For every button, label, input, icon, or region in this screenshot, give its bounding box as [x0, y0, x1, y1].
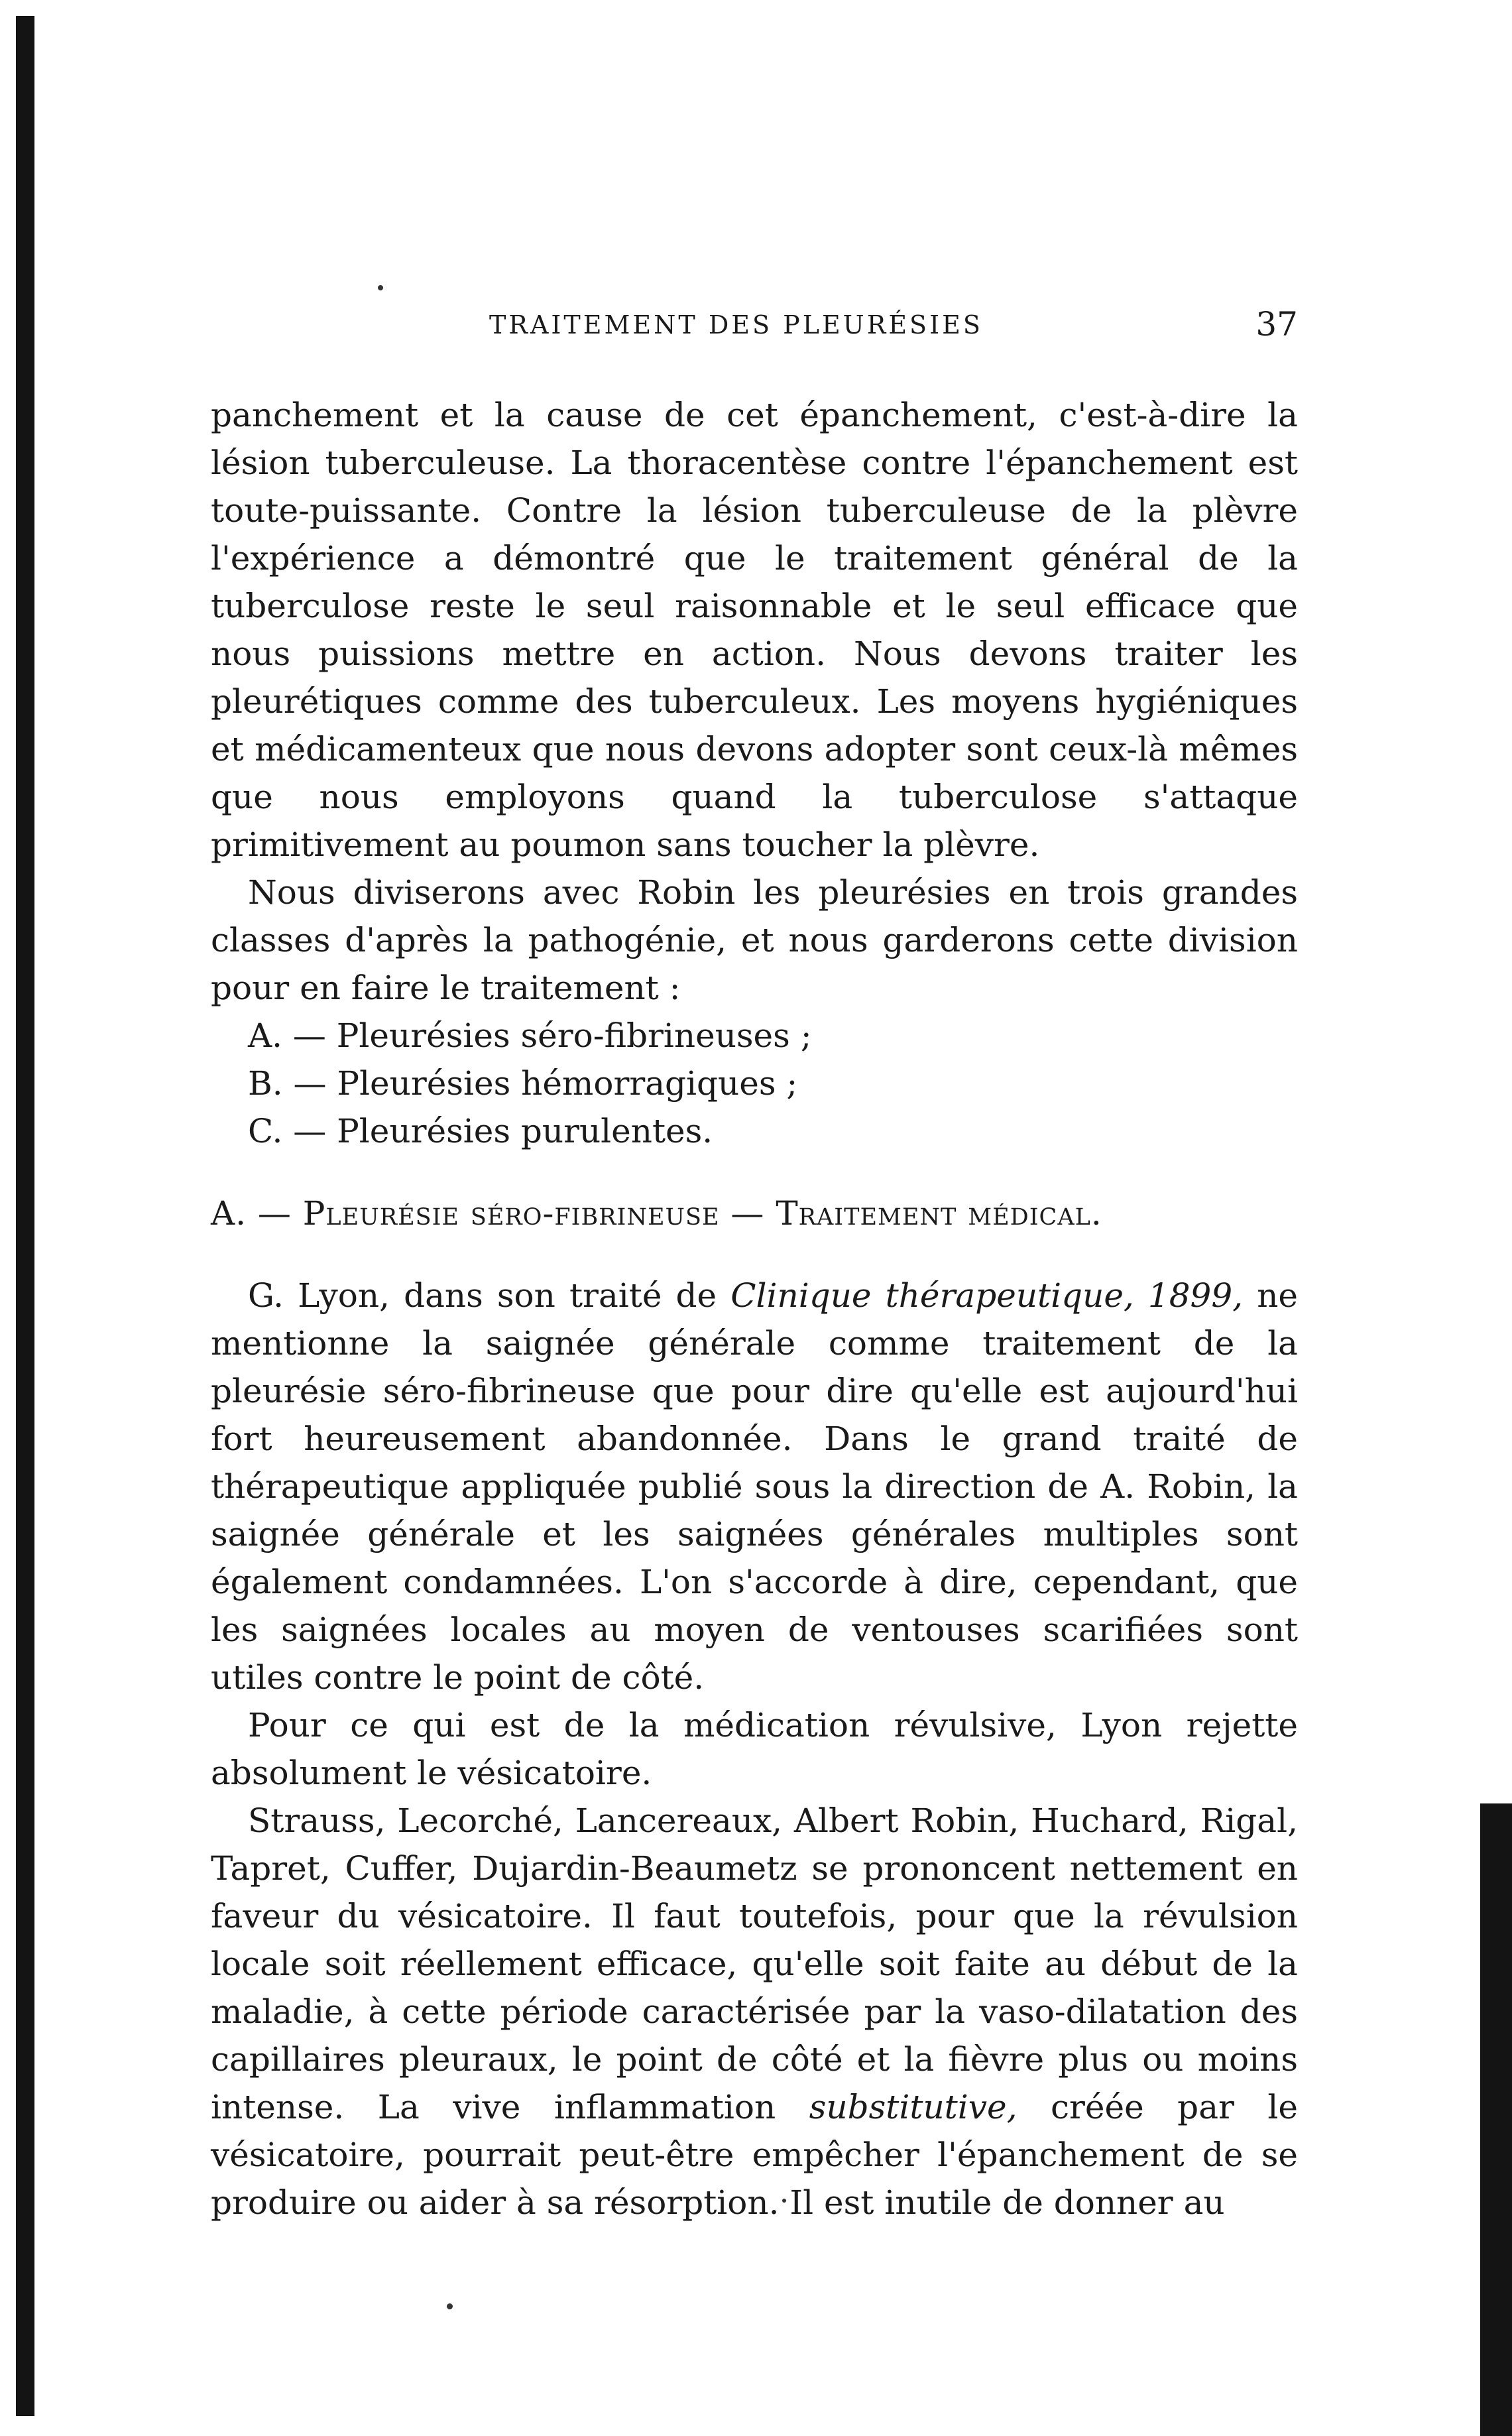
scan-speck	[447, 2303, 453, 2309]
paragraph-revulsive: Pour ce qui est de la médication révulsive, Lyon rejette absolument le vésicatoire.	[211, 1706, 1298, 1792]
section-heading: A. — Pleurésie séro-fibrineuse — Traitement médical.	[211, 1194, 1102, 1233]
scan-binding-edge-right	[1480, 1803, 1512, 2436]
book-page	[211, 305, 1298, 2226]
paragraph-vesicatoire	[211, 1797, 1298, 2226]
emphasis-text: substitutive,	[809, 2088, 1018, 2126]
paragraph-text: créée par le vésicatoire, pourrait peut-être empêcher l'épanchement de se produire ou aider à sa résorption. Il est inutile de donner au	[211, 2088, 1298, 2222]
list-item: C. — Pleurésies purulentes.	[248, 1112, 713, 1150]
body-text	[211, 391, 1298, 2226]
running-header	[211, 305, 1298, 351]
paragraph-continuation: panchement et la cause de cet épanchement, c'est-à-dire la lésion tuberculeuse. La thoracentèse contre l'épanchement est toute-puissante. Contre la lésion tuberculeuse de la plèvre l'expérience a démontré que le traitement général de la tuberculose reste le seul raisonnable et le seul efficace que nous puissions mettre en action. Nous devons traiter les pleurétiques comme des tuberculeux. Les moyens hygiéniques et médicamenteux que nous devons adopter sont ceux-là mêmes que nous employons quand la tuberculose s'attaque primitivement au poumon sans toucher la plèvre.	[211, 396, 1298, 864]
paragraph-classification: Nous diviserons avec Robin les pleurésies en trois grandes classes d'après la pathogénie, et nous garderons cette division pour en faire le traitement :	[211, 873, 1298, 1007]
book-title: Clinique thérapeutique, 1899,	[730, 1276, 1244, 1315]
paragraph-text: ne mentionne la saignée générale comme traitement de la pleurésie séro-fibrineuse que pour dire qu'elle est aujourd'hui fort heureusement abandonnée. Dans le grand traité de thérapeutique appliquée publié sous la direction de A. Robin, la saignée générale et les saignées générales multiples sont également condamnées. L'on s'accorde à dire, cependant, que les saignées locales au moyen de ventouses scarifiées sont utiles contre le point de côté.	[211, 1276, 1298, 1697]
running-title: TRAITEMENT DES PLEURÉSIES	[489, 310, 983, 339]
paragraph-text: G. Lyon, dans son traité de	[248, 1276, 731, 1315]
paragraph-lyon	[211, 1272, 1298, 1701]
pleurisy-classes-list	[211, 1012, 1298, 1155]
scan-speck	[378, 285, 383, 290]
list-item: B. — Pleurésies hémorragiques ;	[248, 1064, 798, 1103]
page-number: 37	[1255, 305, 1298, 343]
list-item: A. — Pleurésies séro-fibrineuses ;	[248, 1016, 812, 1055]
paragraph-text: Strauss, Lecorché, Lancereaux, Albert Robin, Huchard, Rigal, Tapret, Cuffer, Dujardin-Beaumetz se prononcent nettement en faveur du vésicatoire. Il faut toutefois, pour que la révulsion locale soit réellement efficace, qu'elle soit faite au début de la maladie, à cette période caractérisée par la vaso-dilatation des capillaires pleuraux, le point de côté et la fièvre plus ou moins intense. La vive inflammation	[211, 1801, 1298, 2126]
scan-binding-edge-left	[16, 16, 34, 2416]
